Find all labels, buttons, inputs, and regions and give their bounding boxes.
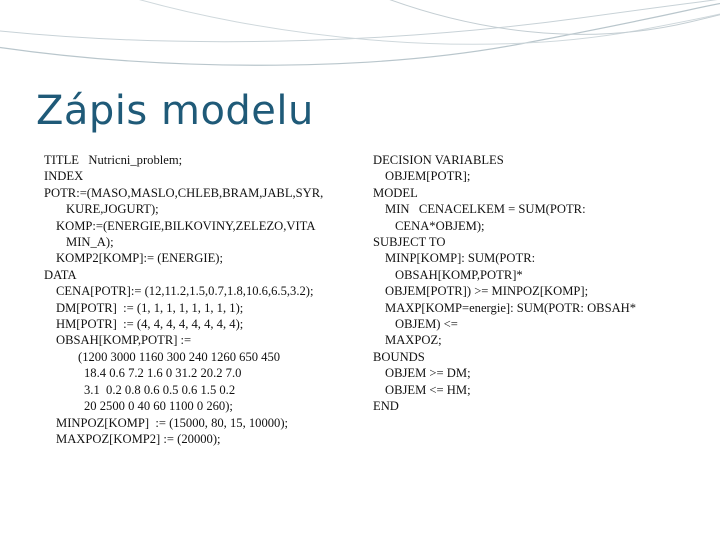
code-line-obsah-row1: (1200 3000 1160 300 240 1260 650 450 bbox=[78, 349, 281, 364]
code-line-obsah-row2: 18.4 0.6 7.2 1.6 0 31.2 20.2 7.0 bbox=[84, 366, 242, 381]
code-line-maxp: MAXP[KOMP=energie]: SUM(POTR: OBSAH* bbox=[385, 300, 637, 315]
code-line-subject-to: SUBJECT TO bbox=[373, 235, 446, 250]
code-line-dm: DM[POTR] := (1, 1, 1, 1, 1, 1, 1, 1); bbox=[56, 300, 244, 315]
code-line-minpoz: MINPOZ[KOMP] := (15000, 80, 15, 10000); bbox=[56, 415, 289, 430]
code-line-bound-upper: OBJEM <= HM; bbox=[385, 382, 471, 397]
code-line-end: END bbox=[373, 399, 399, 414]
code-line-obsah-row4: 20 2500 0 40 60 1100 0 260); bbox=[84, 399, 233, 414]
code-line-komp2: KOMP2[KOMP]:= (ENERGIE); bbox=[56, 251, 223, 266]
code-line-potr: POTR:=(MASO,MASLO,CHLEB,BRAM,JABL,SYR, bbox=[44, 185, 324, 200]
code-line-title: TITLE Nutricni_problem; bbox=[44, 153, 183, 167]
code-line-decision-variables: DECISION VARIABLES bbox=[373, 153, 504, 167]
code-line-maxpoz: MAXPOZ[KOMP2] := (20000); bbox=[56, 431, 221, 446]
code-line-minp-cont2: OBJEM[POTR]) >= MINPOZ[KOMP]; bbox=[385, 284, 589, 299]
right-column-model-code bbox=[373, 152, 703, 415]
code-line-cena: CENA[POTR]:= (12,11.2,1.5,0.7,1.8,10.6,6.5,3.2); bbox=[56, 284, 314, 299]
code-line-model: MODEL bbox=[373, 185, 418, 200]
decorative-curves bbox=[0, 0, 720, 80]
code-line-index: INDEX bbox=[44, 169, 84, 184]
code-line-bound-lower: OBJEM >= DM; bbox=[385, 366, 471, 381]
code-line-objective: MIN CENACELKEM = SUM(POTR: bbox=[385, 202, 586, 217]
code-line-maxp-cont1: OBJEM) <= bbox=[395, 317, 458, 332]
code-line-komp: KOMP:=(ENERGIE,BILKOVINY,ZELEZO,VITA bbox=[56, 218, 316, 233]
left-column-model-code bbox=[44, 152, 362, 447]
code-line-bounds: BOUNDS bbox=[373, 349, 425, 364]
code-line-minp: MINP[KOMP]: SUM(POTR: bbox=[385, 251, 536, 266]
slide-title: Zápis modelu bbox=[36, 88, 314, 134]
code-line-potr-cont: KURE,JOGURT); bbox=[66, 202, 159, 217]
code-line-minp-cont1: OBSAH[KOMP,POTR]* bbox=[395, 267, 523, 282]
code-line-objective-cont: CENA*OBJEM); bbox=[395, 218, 485, 233]
code-line-objem-decl: OBJEM[POTR]; bbox=[385, 169, 471, 184]
code-line-obsah-row3: 3.1 0.2 0.8 0.6 0.5 0.6 1.5 0.2 bbox=[84, 382, 236, 397]
code-line-data: DATA bbox=[44, 267, 77, 282]
code-line-obsah: OBSAH[KOMP,POTR] := bbox=[56, 333, 192, 348]
code-line-komp-cont: MIN_A); bbox=[66, 235, 114, 250]
code-line-hm: HM[POTR] := (4, 4, 4, 4, 4, 4, 4, 4); bbox=[56, 317, 244, 332]
code-line-maxp-cont2: MAXPOZ; bbox=[385, 333, 442, 348]
